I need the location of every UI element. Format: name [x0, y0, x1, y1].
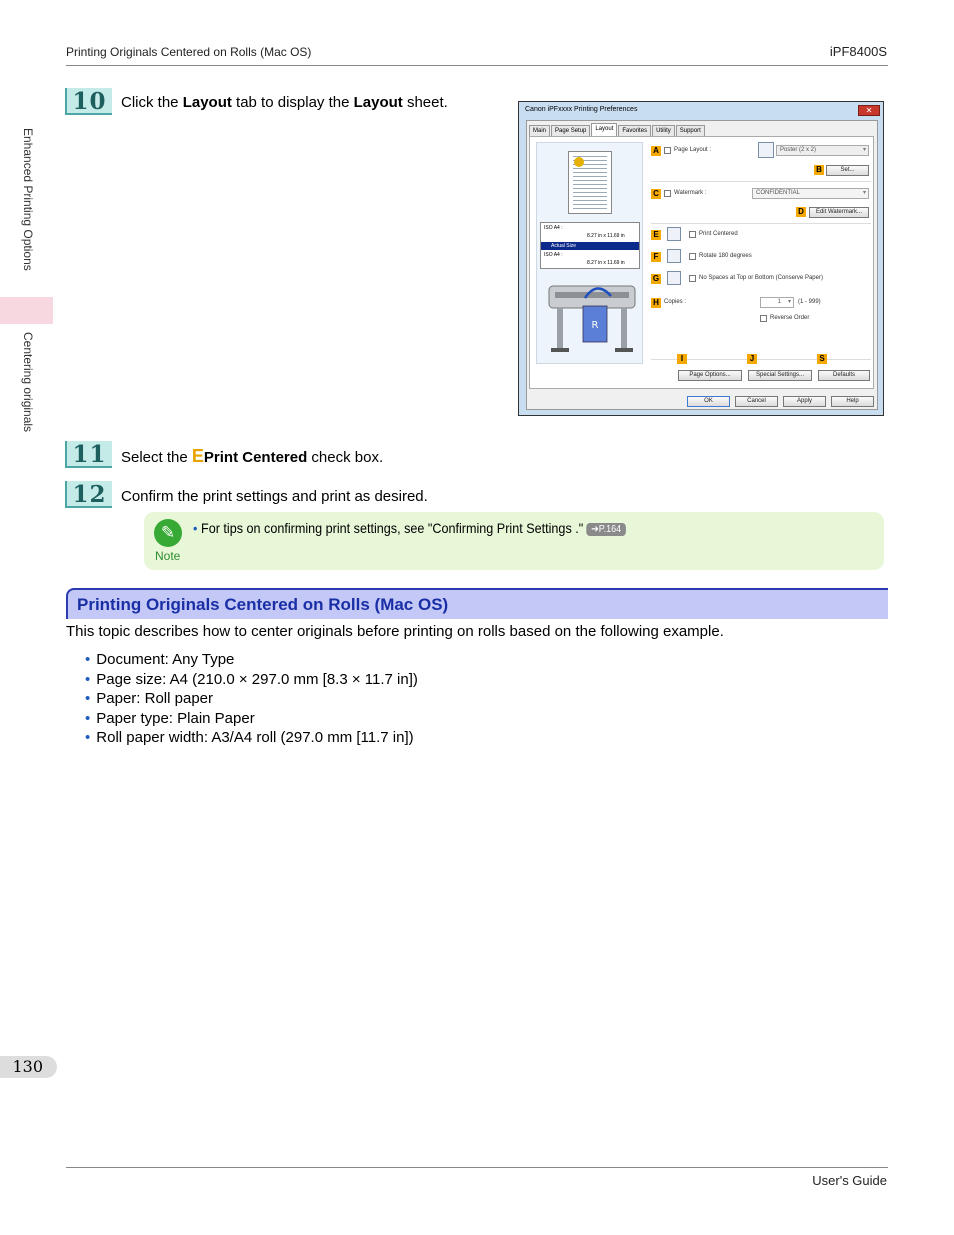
- watermark-checkbox[interactable]: [664, 190, 671, 197]
- label-s: S: [817, 354, 827, 364]
- section-title: Printing Originals Centered on Rolls (Mac OS): [77, 595, 449, 614]
- side-label-topic: Centering originals: [21, 332, 35, 433]
- print-centered-label: Print Centered: [699, 231, 738, 237]
- label-g: G: [652, 274, 660, 283]
- tab-page-setup[interactable]: Page Setup: [551, 125, 590, 136]
- note-text: [193, 520, 626, 536]
- print-centered-checkbox[interactable]: [689, 231, 696, 238]
- no-spaces-checkbox[interactable]: [689, 275, 696, 282]
- preview-pane: [536, 142, 643, 364]
- dialog-close-button[interactable]: ✕: [858, 105, 880, 116]
- list-item: • Paper type: Plain Paper: [85, 709, 418, 729]
- layout-panel: [529, 136, 874, 389]
- dialog-body: [526, 120, 878, 410]
- page-number: 130: [0, 1056, 57, 1078]
- rotate-180-checkbox[interactable]: [689, 253, 696, 260]
- tab-support[interactable]: Support: [676, 125, 705, 136]
- list-item: • Page size: A4 (210.0 × 297.0 mm [8.3 × 11.7 in]): [85, 670, 418, 690]
- copies-label: Copies :: [664, 299, 687, 305]
- note-label: Note: [155, 549, 181, 563]
- step-text-bold: Print Centered: [203, 449, 308, 466]
- step-text-part: tab to display the: [231, 94, 354, 111]
- note-pencil-icon: ✎: [154, 519, 182, 547]
- tab-main[interactable]: Main: [529, 125, 550, 136]
- label-d: D: [796, 207, 806, 217]
- label-b: B: [814, 165, 824, 175]
- paper-size-box: [540, 222, 640, 269]
- page-preview-sheet: [568, 151, 612, 214]
- printing-preferences-dialog: [518, 101, 884, 416]
- section-heading: [66, 588, 888, 619]
- tab-layout[interactable]: Layout: [591, 123, 617, 136]
- step-number-12: 12: [65, 481, 112, 508]
- sheet-color-icon: [574, 157, 584, 167]
- footer-rule: [66, 1167, 888, 1168]
- list-item: • Document: Any Type: [85, 650, 418, 670]
- watermark-label: Watermark :: [674, 190, 707, 196]
- help-button[interactable]: Help: [831, 396, 874, 407]
- step-text-part: Select the: [121, 449, 192, 466]
- page-reference-link[interactable]: ➔P.164: [587, 523, 626, 536]
- side-tab-highlight: [0, 297, 53, 324]
- note-box: [144, 512, 884, 570]
- label-e: E: [651, 230, 661, 240]
- label-c: C: [651, 189, 661, 199]
- apply-button[interactable]: Apply: [783, 396, 826, 407]
- label-f: F: [651, 252, 661, 262]
- page-layout-checkbox[interactable]: [664, 147, 671, 154]
- separator: [651, 181, 871, 182]
- section-intro: This topic describes how to center originals before printing on rolls based on the following example.: [66, 623, 724, 640]
- list-item: • Roll paper width: A3/A4 roll (297.0 mm [11.7 in]): [85, 728, 418, 748]
- tab-favorites[interactable]: Favorites: [618, 125, 651, 136]
- reverse-order-label: Reverse Order: [770, 315, 810, 321]
- note-text-body: For tips on confirming print settings, see "Confirming Print Settings .": [201, 520, 584, 536]
- printer-illustration: [545, 278, 639, 360]
- size-row-output: ISO A4 :: [544, 252, 563, 258]
- label-j: J: [747, 354, 757, 364]
- footer-right: User's Guide: [812, 1173, 887, 1188]
- page-header-right: iPF8400S: [829, 44, 887, 59]
- label-i: I: [677, 354, 687, 364]
- separator: [651, 223, 871, 224]
- page-options-button[interactable]: Page Options...: [678, 370, 742, 381]
- bullet-icon: •: [193, 520, 198, 536]
- example-list: [85, 650, 418, 748]
- page-layout-select[interactable]: Poster (2 x 2) ▾: [776, 145, 869, 156]
- page-header-left: Printing Originals Centered on Rolls (Mac OS): [66, 45, 312, 59]
- dialog-tabs: [529, 123, 706, 136]
- svg-text:R: R: [591, 320, 599, 331]
- size-row-actual: Actual Size: [541, 242, 639, 250]
- label-e-marker: E: [191, 446, 204, 466]
- step-text-part: check box.: [307, 449, 384, 466]
- rotate-icon: [667, 249, 681, 263]
- step-number-10: 10: [65, 88, 112, 115]
- defaults-button[interactable]: Defaults: [818, 370, 870, 381]
- step-text-11: [121, 446, 383, 467]
- special-settings-button[interactable]: Special Settings...: [748, 370, 812, 381]
- size-row-original-dims: 8.27 in x 11.69 in: [587, 233, 625, 239]
- no-spaces-label: No Spaces at Top or Bottom (Conserve Paper): [699, 275, 823, 281]
- cancel-button[interactable]: Cancel: [735, 396, 778, 407]
- step-text-12: Confirm the print settings and print as desired.: [121, 488, 428, 505]
- label-h: H: [651, 298, 661, 308]
- set-button[interactable]: Set...: [826, 165, 869, 176]
- page-layout-label: Page Layout :: [674, 147, 712, 153]
- size-row-output-dims: 8.27 in x 11.69 in: [587, 260, 625, 266]
- ok-button[interactable]: OK: [687, 396, 730, 407]
- label-a: A: [651, 146, 661, 156]
- no-spaces-icon: [667, 271, 681, 285]
- reverse-order-checkbox[interactable]: [760, 315, 767, 322]
- step-text-part: Click the: [121, 94, 183, 111]
- side-label-section: Enhanced Printing Options: [21, 128, 35, 271]
- size-row-original: ISO A4 :: [544, 225, 563, 231]
- print-centered-icon: [667, 227, 681, 241]
- watermark-select[interactable]: CONFIDENTIAL ▾: [752, 188, 869, 199]
- step-text-bold: Layout: [353, 94, 403, 111]
- step-text-part: sheet.: [402, 94, 448, 111]
- header-rule: [66, 65, 888, 66]
- copies-range: (1 - 999): [798, 299, 821, 305]
- step-text-10: [121, 94, 448, 111]
- rotate-180-label: Rotate 180 degrees: [699, 253, 752, 259]
- edit-watermark-button[interactable]: Edit Watermark...: [809, 207, 869, 218]
- copies-stepper[interactable]: 1 ▾: [760, 297, 794, 308]
- page-layout-icon: [758, 142, 774, 158]
- step-text-bold: Layout: [182, 94, 232, 111]
- dialog-title: Canon iPFxxxx Printing Preferences: [525, 106, 638, 113]
- tab-utility[interactable]: Utility: [652, 125, 675, 136]
- step-number-11: 11: [65, 441, 112, 468]
- list-item: • Paper: Roll paper: [85, 689, 418, 709]
